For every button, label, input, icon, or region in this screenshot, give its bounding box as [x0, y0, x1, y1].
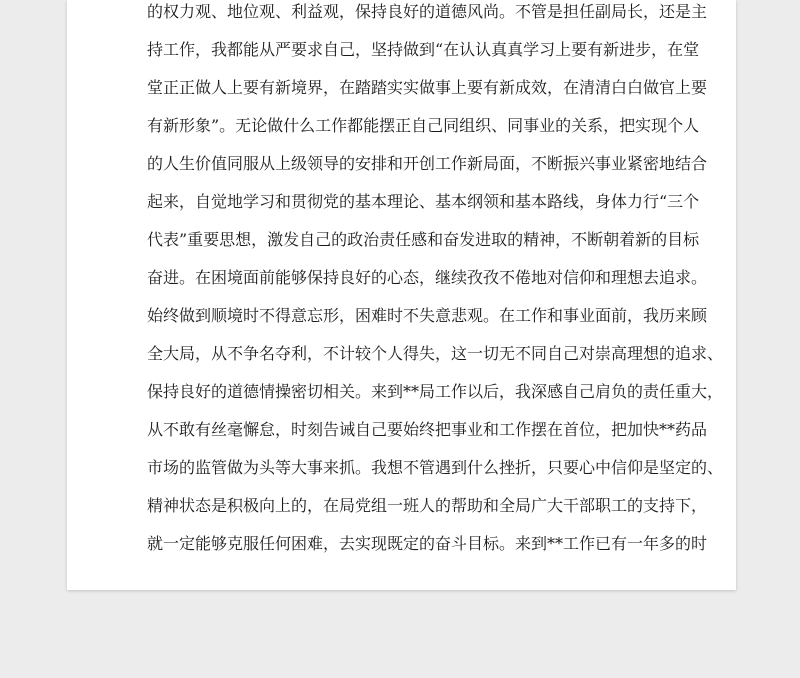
- text-line: 持工作，我都能从严要求自己，坚持做到“在认认真真学习上要有新进步，在堂: [147, 40, 700, 59]
- document-body: [147, 0, 724, 563]
- text-line: 保持良好的道德情操密切相关。来到**局工作以后，我深感自己肩负的责任重大，: [147, 382, 724, 401]
- document-page: [67, 0, 736, 590]
- text-line: 代表”重要思想，激发自己的政治责任感和奋发进取的精神，不断朝着新的目标: [147, 230, 700, 249]
- text-line: 的人生价值同服从上级领导的安排和开创工作新局面，不断振兴事业紧密地结合: [147, 154, 708, 173]
- text-line: 从不敢有丝毫懈怠，时刻告诫自己要始终把事业和工作摆在首位，把加快**药品: [147, 420, 708, 439]
- text-line: 始终做到顺境时不得意忘形，困难时不失意悲观。在工作和事业面前，我历来顾: [147, 306, 708, 325]
- text-line: 精神状态是积极向上的，在局党组一班人的帮助和全局广大干部职工的支持下，: [147, 496, 708, 515]
- text-line: 就一定能够克服任何困难，去实现既定的奋斗目标。来到**工作已有一年多的时: [147, 534, 708, 553]
- text-line: 全大局，从不争名夺利，不计较个人得失，这一切无不同自己对崇高理想的追求、: [147, 344, 724, 363]
- text-line: 起来，自觉地学习和贯彻党的基本理论、基本纲领和基本路线，身体力行“三个: [147, 192, 700, 211]
- text-line: 堂正正做人上要有新境界，在踏踏实实做事上要有新成效，在清清白白做官上要: [147, 78, 708, 97]
- text-line: 市场的监管做为头等大事来抓。我想不管遇到什么挫折，只要心中信仰是坚定的、: [147, 458, 724, 477]
- text-line: 的权力观、地位观、利益观，保持良好的道德风尚。不管是担任副局长，还是主: [147, 2, 708, 21]
- text-line: 奋进。在困境面前能够保持良好的心态，继续孜孜不倦地对信仰和理想去追求。: [147, 268, 708, 287]
- text-line: 有新形象”。无论做什么工作都能摆正自己同组织、同事业的关系，把实现个人: [147, 116, 700, 135]
